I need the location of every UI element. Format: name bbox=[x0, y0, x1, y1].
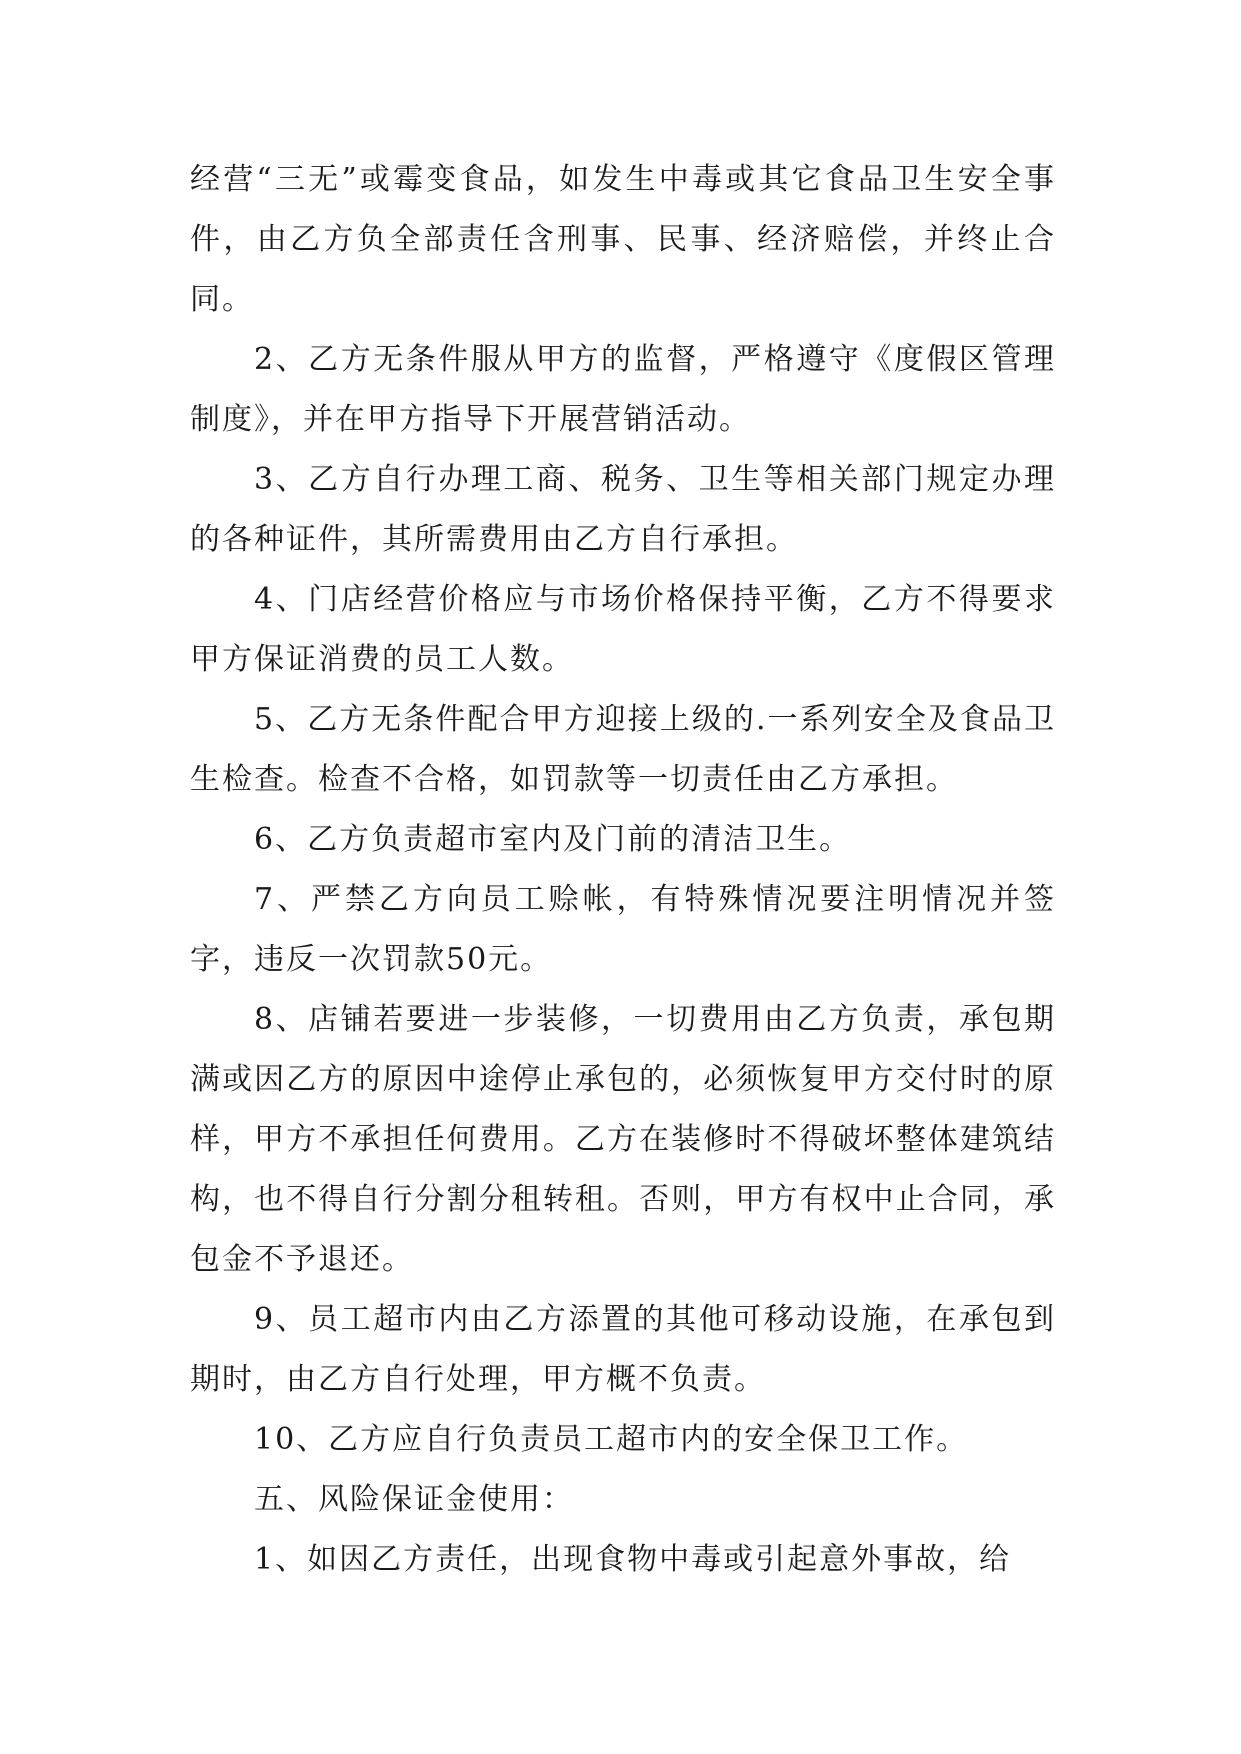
paragraph-clause-8: 8、店铺若要进一步装修，一切费用由乙方负责，承包期满或因乙方的原因中途停止承包的，必须恢复甲方交付时的原样，甲方不承担任何费用。乙方在装修时不得破坏整体建筑结构，也不得自行分割分租转租。否则，甲方有权中止合同，承包金不予退还。 bbox=[190, 1002, 1056, 1277]
paragraph-clause-10: 10、乙方应自行负责员工超市内的安全保卫工作。 bbox=[254, 1422, 969, 1457]
document-body bbox=[190, 150, 1056, 1590]
paragraph-continuation: 经营“三无”或霉变食品，如发生中毒或其它食品卫生安全事件，由乙方负全部责任含刑事、民事、经济赔偿，并终止合同。 bbox=[190, 162, 1056, 317]
paragraph-clause-3: 3、乙方自行办理工商、税务、卫生等相关部门规定办理的各种证件，其所需费用由乙方自行承担。 bbox=[190, 462, 1056, 557]
section-heading-risk-deposit: 五、风险保证金使用： bbox=[254, 1482, 574, 1517]
paragraph-clause-9: 9、员工超市内由乙方添置的其他可移动设施，在承包到期时，由乙方自行处理，甲方概不负责。 bbox=[190, 1302, 1056, 1397]
paragraph-deposit-clause-1: 1、如因乙方责任，出现食物中毒或引起意外事故，给 bbox=[254, 1542, 1012, 1577]
paragraph-clause-4: 4、门店经营价格应与市场价格保持平衡，乙方不得要求甲方保证消费的员工人数。 bbox=[190, 582, 1056, 677]
paragraph-clause-2: 2、乙方无条件服从甲方的监督，严格遵守《度假区管理制度》，并在甲方指导下开展营销活动。 bbox=[190, 342, 1056, 437]
paragraph-clause-6: 6、乙方负责超市室内及门前的清洁卫生。 bbox=[254, 822, 852, 857]
paragraph-clause-7: 7、严禁乙方向员工赊帐，有特殊情况要注明情况并签字，违反一次罚款50元。 bbox=[190, 882, 1056, 977]
paragraph-clause-5: 5、乙方无条件配合甲方迎接上级的.一系列安全及食品卫生检查。检查不合格，如罚款等一切责任由乙方承担。 bbox=[190, 702, 1056, 797]
